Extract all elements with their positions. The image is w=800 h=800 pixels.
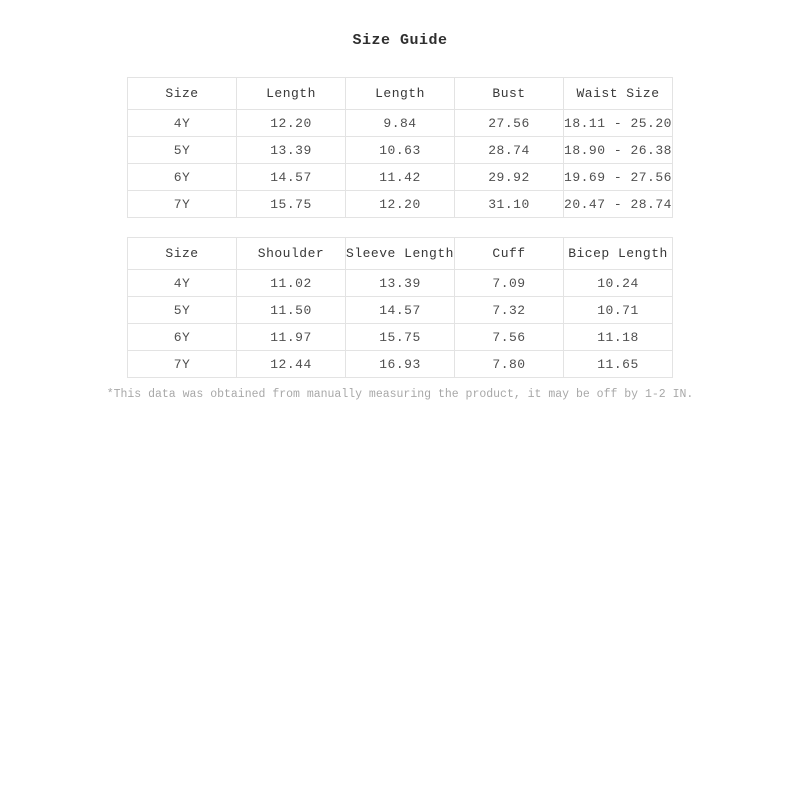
measurement-cell: 10.71 (564, 297, 673, 324)
measurement-cell: 12.20 (346, 191, 455, 218)
measurement-cell: 11.50 (237, 297, 346, 324)
measurement-cell: 20.47 - 28.74 (564, 191, 673, 218)
size-cell: 4Y (128, 110, 237, 137)
size-cell: 5Y (128, 137, 237, 164)
measurement-cell: 16.93 (346, 351, 455, 378)
measurement-cell: 7.32 (455, 297, 564, 324)
size-cell: 6Y (128, 324, 237, 351)
size-table-sleeve (127, 237, 673, 378)
measurement-cell: 11.97 (237, 324, 346, 351)
header-row (128, 238, 673, 270)
size-cell: 7Y (128, 191, 237, 218)
measurement-cell: 12.44 (237, 351, 346, 378)
measurement-cell: 7.56 (455, 324, 564, 351)
measurement-cell: 13.39 (346, 270, 455, 297)
column-header-size: Size (128, 238, 237, 270)
measurement-cell: 10.63 (346, 137, 455, 164)
measurement-cell: 11.65 (564, 351, 673, 378)
measurement-cell: 7.09 (455, 270, 564, 297)
measurement-cell: 18.90 - 26.38 (564, 137, 673, 164)
measurement-cell: 14.57 (346, 297, 455, 324)
measurement-disclaimer: *This data was obtained from manually measuring the product, it may be off by 1-2 IN. (106, 388, 694, 401)
size-cell: 5Y (128, 297, 237, 324)
measurement-cell: 14.57 (237, 164, 346, 191)
column-header-bust: Bust (455, 78, 564, 110)
measurement-cell: 19.69 - 27.56 (564, 164, 673, 191)
measurement-cell: 12.20 (237, 110, 346, 137)
measurement-cell: 15.75 (346, 324, 455, 351)
size-table-garment (127, 77, 673, 218)
table-row (128, 137, 673, 164)
size-cell: 7Y (128, 351, 237, 378)
size-cell: 4Y (128, 270, 237, 297)
table-row (128, 297, 673, 324)
measurement-cell: 13.39 (237, 137, 346, 164)
measurement-cell: 11.18 (564, 324, 673, 351)
measurement-cell: 15.75 (237, 191, 346, 218)
measurement-cell: 11.02 (237, 270, 346, 297)
measurement-cell: 27.56 (455, 110, 564, 137)
measurement-cell: 18.11 - 25.20 (564, 110, 673, 137)
header-row (128, 78, 673, 110)
table-row (128, 164, 673, 191)
page-title: Size Guide (352, 32, 448, 49)
measurement-cell: 9.84 (346, 110, 455, 137)
measurement-cell: 11.42 (346, 164, 455, 191)
column-header-bicep-length: Bicep Length (564, 238, 673, 270)
column-header-shoulder: Shoulder (237, 238, 346, 270)
measurement-cell: 31.10 (455, 191, 564, 218)
measurement-cell: 7.80 (455, 351, 564, 378)
column-header-size: Size (128, 78, 237, 110)
table-row (128, 324, 673, 351)
column-header-length-2: Length (346, 78, 455, 110)
column-header-sleeve-length: Sleeve Length (346, 238, 455, 270)
table-row (128, 270, 673, 297)
measurement-cell: 28.74 (455, 137, 564, 164)
size-cell: 6Y (128, 164, 237, 191)
column-header-length-1: Length (237, 78, 346, 110)
column-header-waist-size: Waist Size (564, 78, 673, 110)
table-row (128, 110, 673, 137)
measurement-cell: 29.92 (455, 164, 564, 191)
table-row (128, 351, 673, 378)
table-row (128, 191, 673, 218)
column-header-cuff: Cuff (455, 238, 564, 270)
measurement-cell: 10.24 (564, 270, 673, 297)
